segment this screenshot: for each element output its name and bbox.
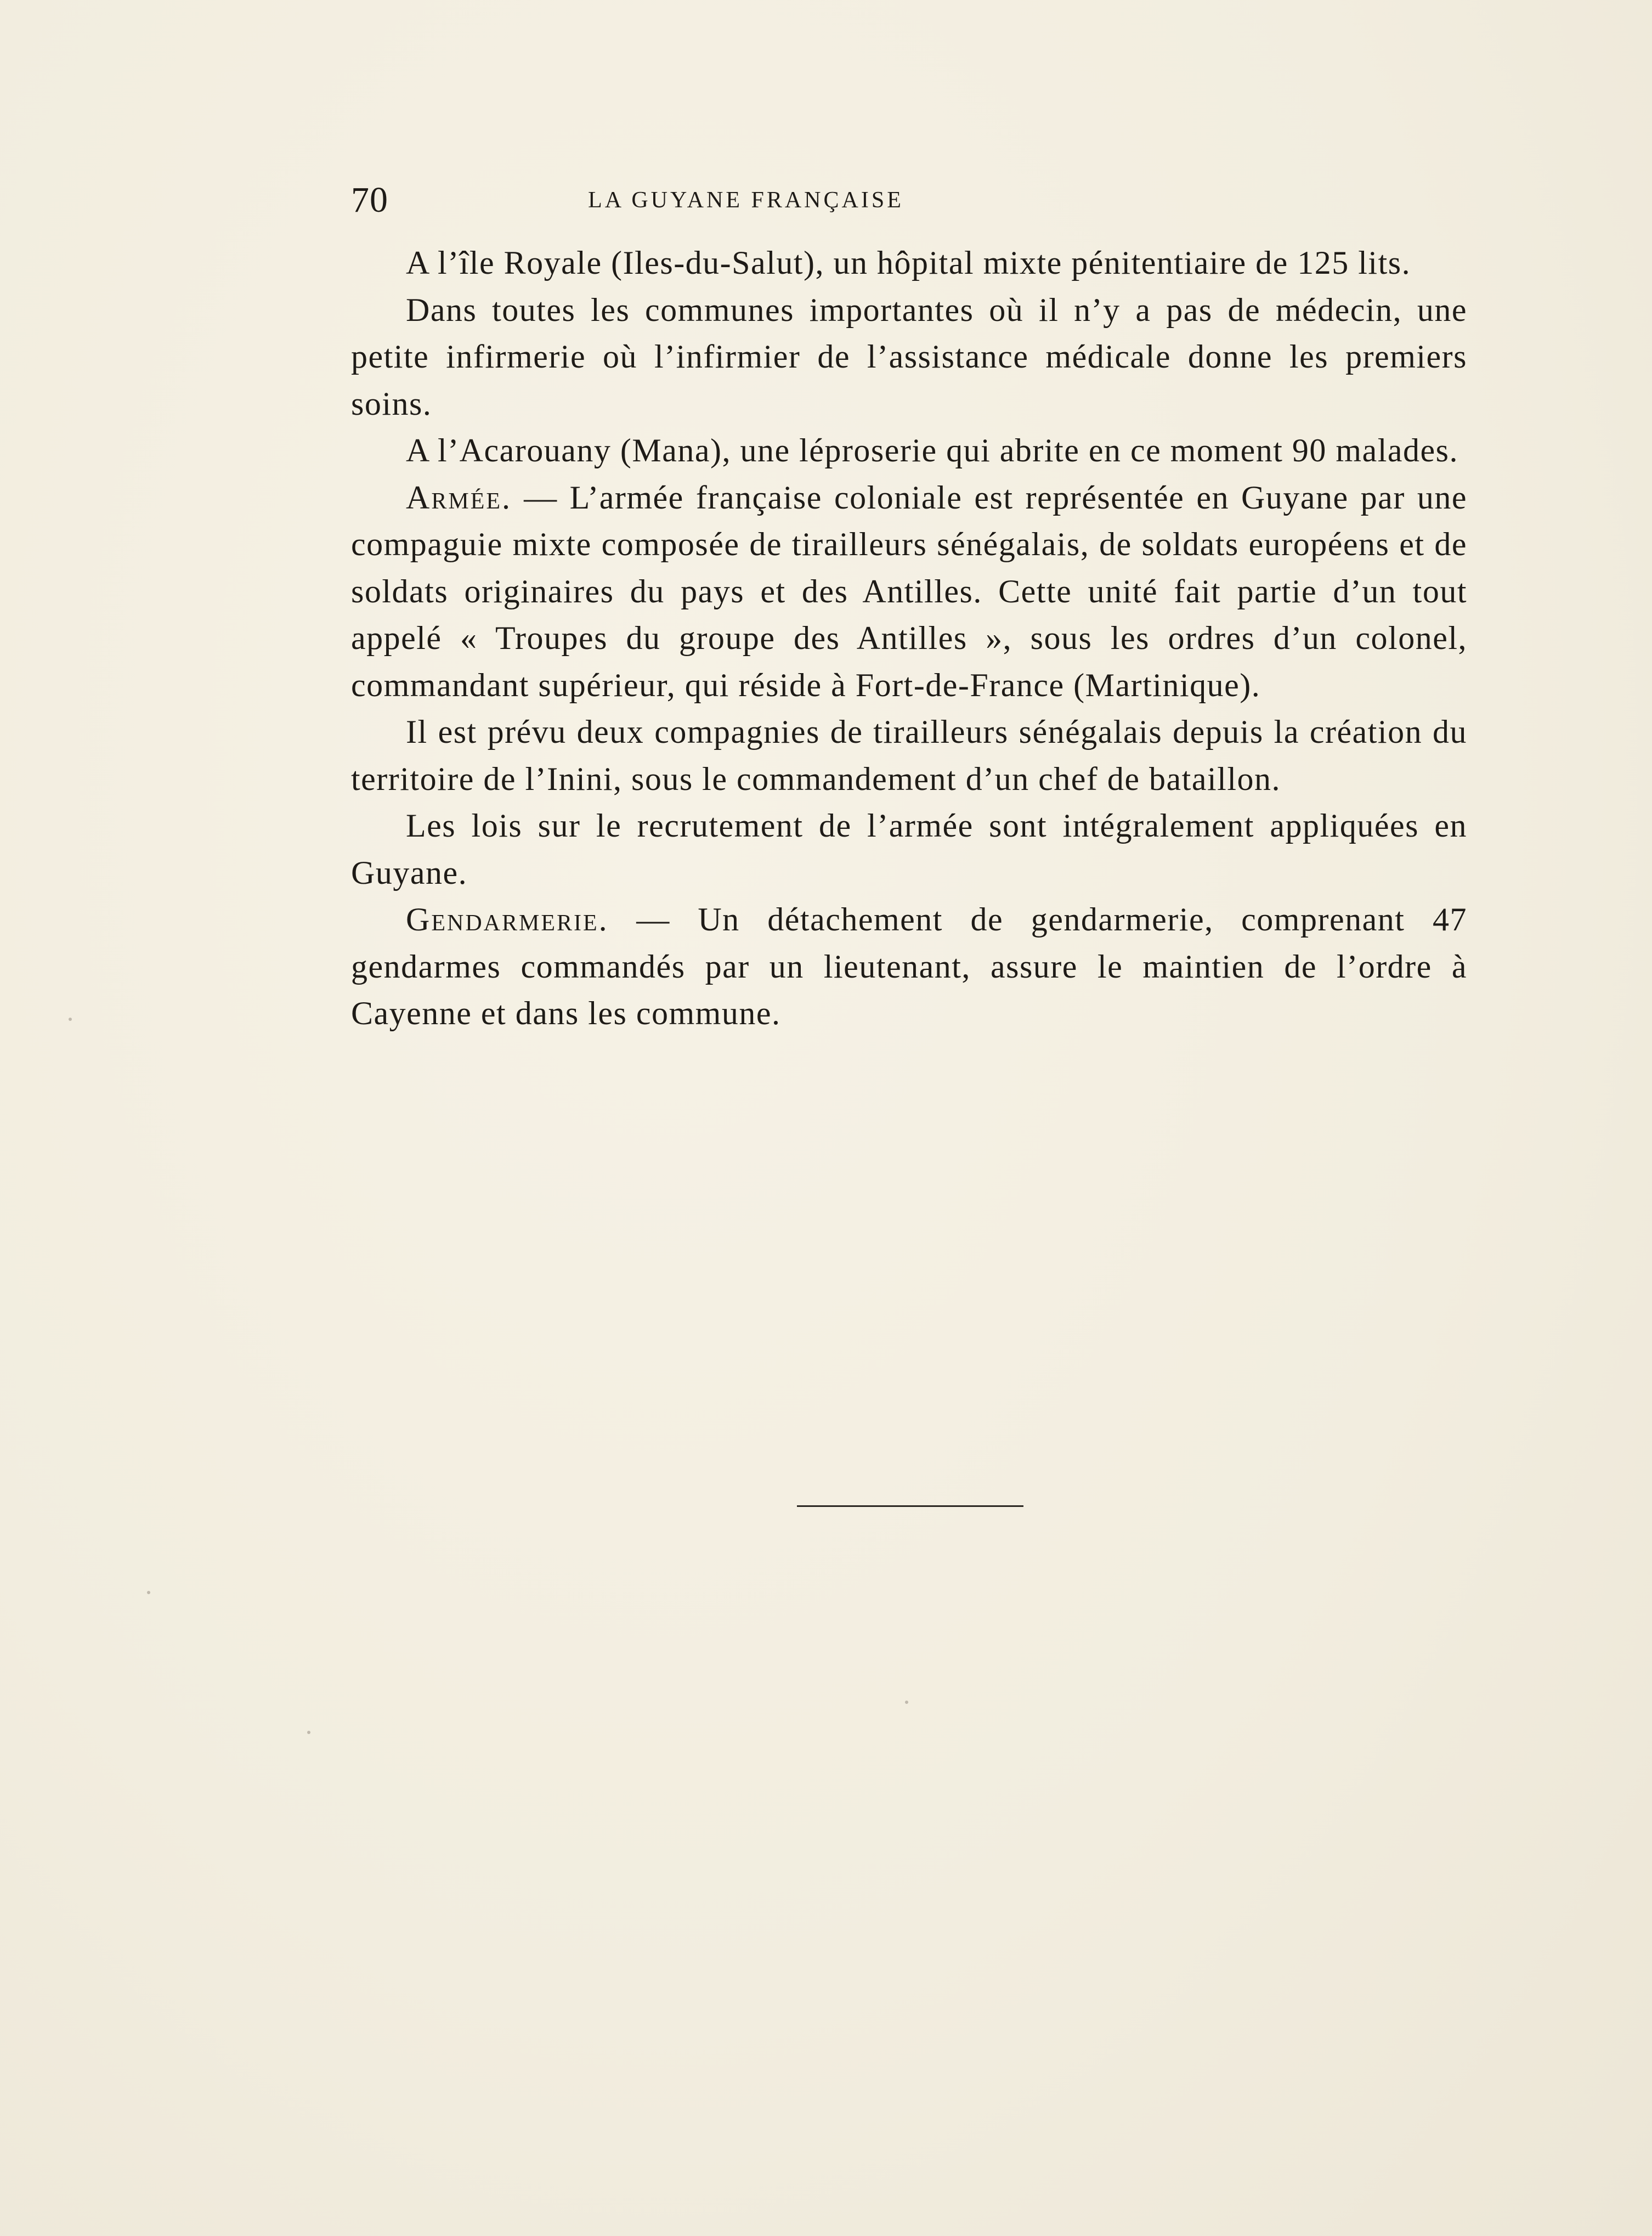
paper-speck: [69, 1018, 72, 1021]
page-number: 70: [351, 180, 388, 220]
book-title: LA GUYANE FRANÇAISE: [588, 188, 904, 213]
section-heading-gendarmerie: Gendarmerie.: [406, 901, 609, 938]
paragraph-text: Dans toutes les communes importantes où il n’y a pas de médecin, une petite infirmerie où l’infirmier de l’assistance médicale donne les premiers soins.: [351, 291, 1467, 422]
running-head: [351, 178, 1070, 222]
paragraph-infirmeries: [351, 287, 1467, 428]
paragraph-text: — Un détachement de gendarmerie, comprenant 47 gendarmes commandés par un lieutenant, assure le maintien de l’ordre à Cayenne et dans les commune.: [351, 901, 1467, 1031]
body-text: [351, 240, 1467, 1037]
paragraph-text: Il est prévu deux compagnies de tirailleurs sénégalais depuis la création du territoire de l’Inini, sous le commandement d’un chef de bataillon.: [351, 714, 1467, 797]
paragraph-text: Les lois sur le recrutement de l’armée sont intégralement appliquées en Guyane.: [351, 808, 1467, 891]
paragraph-text: A l’île Royale (Iles-du-Salut), un hôpital mixte pénitentiaire de 125 lits.: [406, 245, 1411, 281]
paper-speck: [147, 1591, 150, 1594]
paragraph-recrutement: [351, 803, 1467, 896]
paper-speck: [307, 1731, 310, 1734]
paper-speck: [905, 1701, 908, 1704]
paragraph-text: — L’armée française coloniale est représentée en Guyane par une compaguie mixte composée de tirailleurs sénégalais, de soldats européens et de soldats originaires du pays et des Antilles. Cette unité fait partie d’un tout appelé « Troupes du groupe des Antilles », sous les ordres d’un colonel, commandant supérieur, qui réside à Fort-de-France (Martinique).: [351, 479, 1467, 703]
paragraph-text: A l’Acarouany (Mana), une léproserie qui abrite en ce moment 90 malades.: [406, 432, 1458, 468]
paragraph-hopital-ile-royale: [351, 240, 1467, 287]
end-rule: [797, 1505, 1023, 1507]
section-heading-armee: Armée.: [406, 479, 512, 516]
paragraph-tirailleurs: [351, 709, 1467, 803]
paragraph-leproserie: [351, 427, 1467, 475]
paragraph-armee: [351, 475, 1467, 709]
paragraph-gendarmerie: [351, 896, 1467, 1037]
